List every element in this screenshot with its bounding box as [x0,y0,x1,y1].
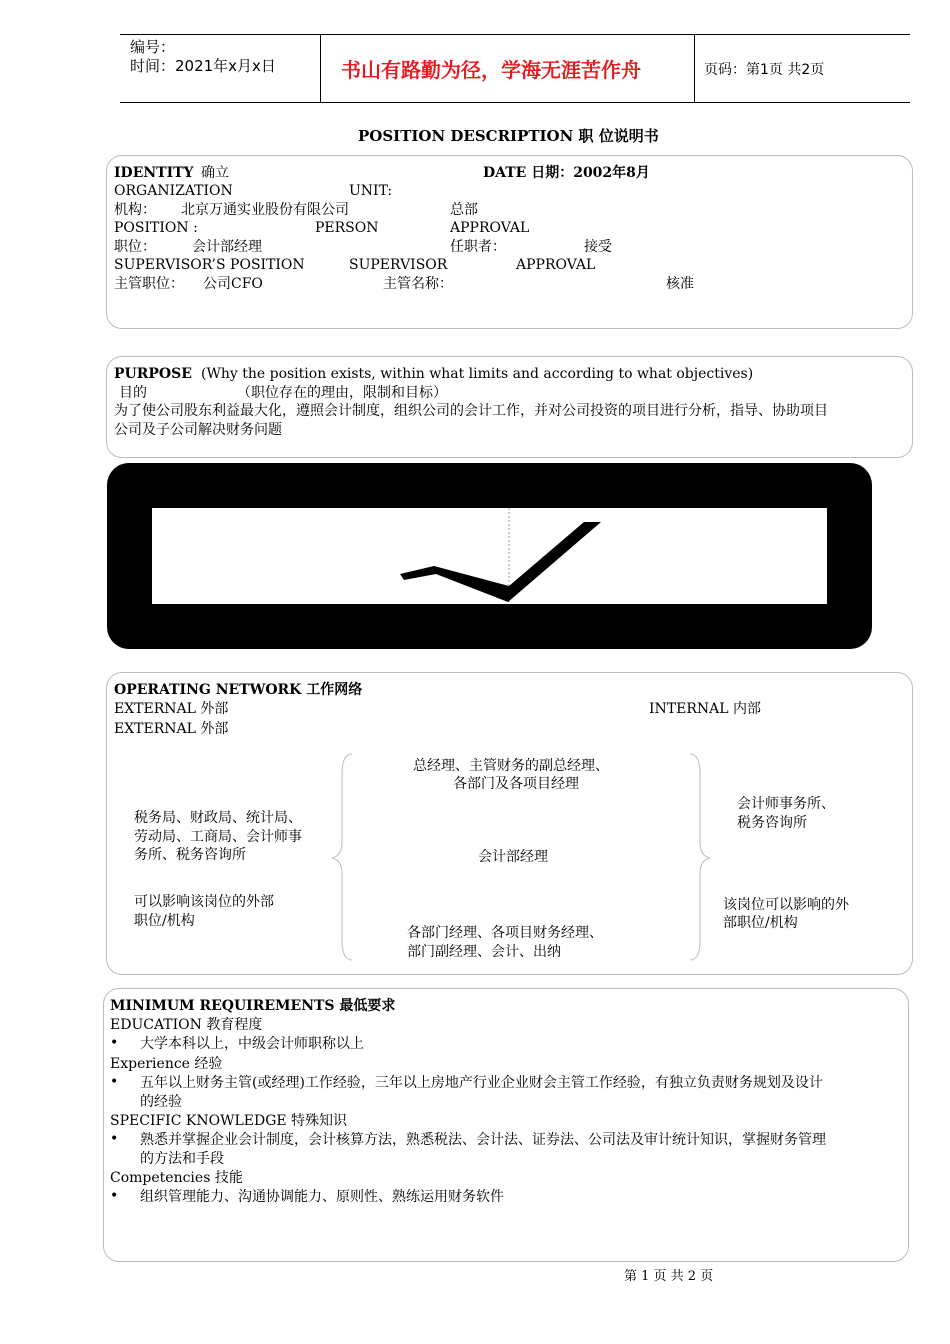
knowledge-label: SPECIFIC KNOWLEDGE 特殊知识 [110,1113,348,1129]
education-item: 大学本科以上，中级会计师职称以上 [140,1036,364,1052]
purpose-cn-label: 目的 [119,385,147,401]
network-top-line2: 各部门及各项目经理 [453,776,579,792]
position-cn-label: 职位： [114,239,156,255]
network-external-label-2: EXTERNAL 外部 [114,721,229,737]
network-right-line2: 税务咨询所 [737,815,807,831]
purpose-en-description: (Why the position exists, within what limits and according to what objectives) [201,366,754,382]
identity-label: IDENTITY [114,165,194,181]
competencies-bullet-icon: • [110,1188,119,1204]
knowledge-item-line2: 的方法和手段 [140,1151,224,1167]
person-label: PERSON [315,220,379,236]
organization-value: 北京万通实业股份有限公司 [181,202,349,218]
holder-label: 任职者： [450,239,506,255]
supervisor-value: 公司CFO [203,276,263,292]
network-left-bottom-line1: 可以影响该岗位的外部 [134,894,274,910]
network-right-line1: 会计师事务所、 [737,796,835,812]
identity-cn-label: 确立 [201,165,229,181]
supervisor-position-label: SUPERVISOR’S POSITION [114,257,305,273]
experience-bullet-icon: • [110,1074,119,1090]
network-left-line1: 税务局、财政局、统计局、 [134,810,302,826]
network-left-bottom-line2: 职位/机构 [134,913,195,929]
network-internal-label: INTERNAL 内部 [649,701,761,717]
purpose-cn-description: （职位存在的理由，限制和目标） [237,385,447,401]
position-value: 会计部经理 [192,239,262,255]
network-top-line1: 总经理、主管财务的副总经理、 [413,758,609,774]
network-left-line2: 劳动局、工商局、会计师事 [134,829,302,845]
checkmark-icon [152,508,827,604]
confirm-label: 核准 [666,276,694,292]
header-divider-right [694,34,695,102]
experience-item-line2: 的经验 [140,1094,182,1110]
competencies-item: 组织管理能力、沟通协调能力、原则性、熟练运用财务软件 [140,1189,504,1205]
identity-date: DATE 日期：2002年8月 [483,165,650,181]
supervisor-name-label: 主管名称： [383,276,453,292]
network-left-line3: 务所、税务咨询所 [134,847,246,863]
header-motto: 书山有路勤为径，学海无涯苦作舟 [341,58,641,82]
competencies-label: Competencies 技能 [110,1170,243,1186]
network-title: OPERATING NETWORK 工作网络 [114,682,363,698]
knowledge-item-line1: 熟悉并掌握企业会计制度，会计核算方法，熟悉税法、会计法、证券法、公司法及审计统计知识，掌握财务管理 [140,1132,826,1148]
education-label: EDUCATION 教育程度 [110,1017,263,1033]
accept-label: 接受 [584,239,612,255]
organization-cn-label: 机构： [114,202,156,218]
network-bottom-line1: 各部门经理、各项目财务经理、 [407,925,603,941]
supervisor-cn-label: 主管职位： [114,276,184,292]
approval-label-2: APPROVAL [516,257,596,273]
network-center-position: 会计部经理 [478,849,548,865]
experience-item-line1: 五年以上财务主管(或经理)工作经验，三年以上房地产行业企业财会主管工作经验，有独立负责财务规划及设计 [140,1075,823,1091]
requirements-title: MINIMUM REQUIREMENTS 最低要求 [110,998,396,1014]
document-title: POSITION DESCRIPTION 职 位说明书 [358,127,659,145]
footer-page-number: 第 1 页 共 2 页 [624,1269,714,1284]
network-right-bottom-line2: 部职位/机构 [723,915,798,931]
header-time-label: 时间：2021年x月x日 [130,57,276,75]
approval-label: APPROVAL [450,220,530,236]
unit-value: 总部 [450,202,478,218]
purpose-text-line2: 公司及子公司解决财务问题 [114,422,282,438]
network-bottom-line2: 部门副经理、会计、出纳 [407,944,561,960]
education-bullet-icon: • [110,1035,119,1051]
header-number-label: 编号： [130,38,176,56]
organization-label: ORGANIZATION [114,183,233,199]
supervisor-label: SUPERVISOR [349,257,448,273]
network-right-bottom-line1: 该岗位可以影响的外 [723,897,849,913]
header-bottom-rule [120,102,910,103]
purpose-label: PURPOSE [114,366,192,382]
knowledge-bullet-icon: • [110,1131,119,1147]
header-top-rule [120,34,910,35]
experience-label: Experience 经验 [110,1056,223,1072]
purpose-text-line1: 为了使公司股东利益最大化，遵照会计制度，组织公司的会计工作，并对公司投资的项目进行分析，指导、协助项目 [114,403,828,419]
network-external-label-1: EXTERNAL 外部 [114,701,229,717]
unit-label: UNIT: [349,183,393,199]
header-divider-left [320,34,321,102]
header-page-label: 页码：第1页 共2页 [704,62,825,78]
position-label: POSITION : [114,220,198,236]
